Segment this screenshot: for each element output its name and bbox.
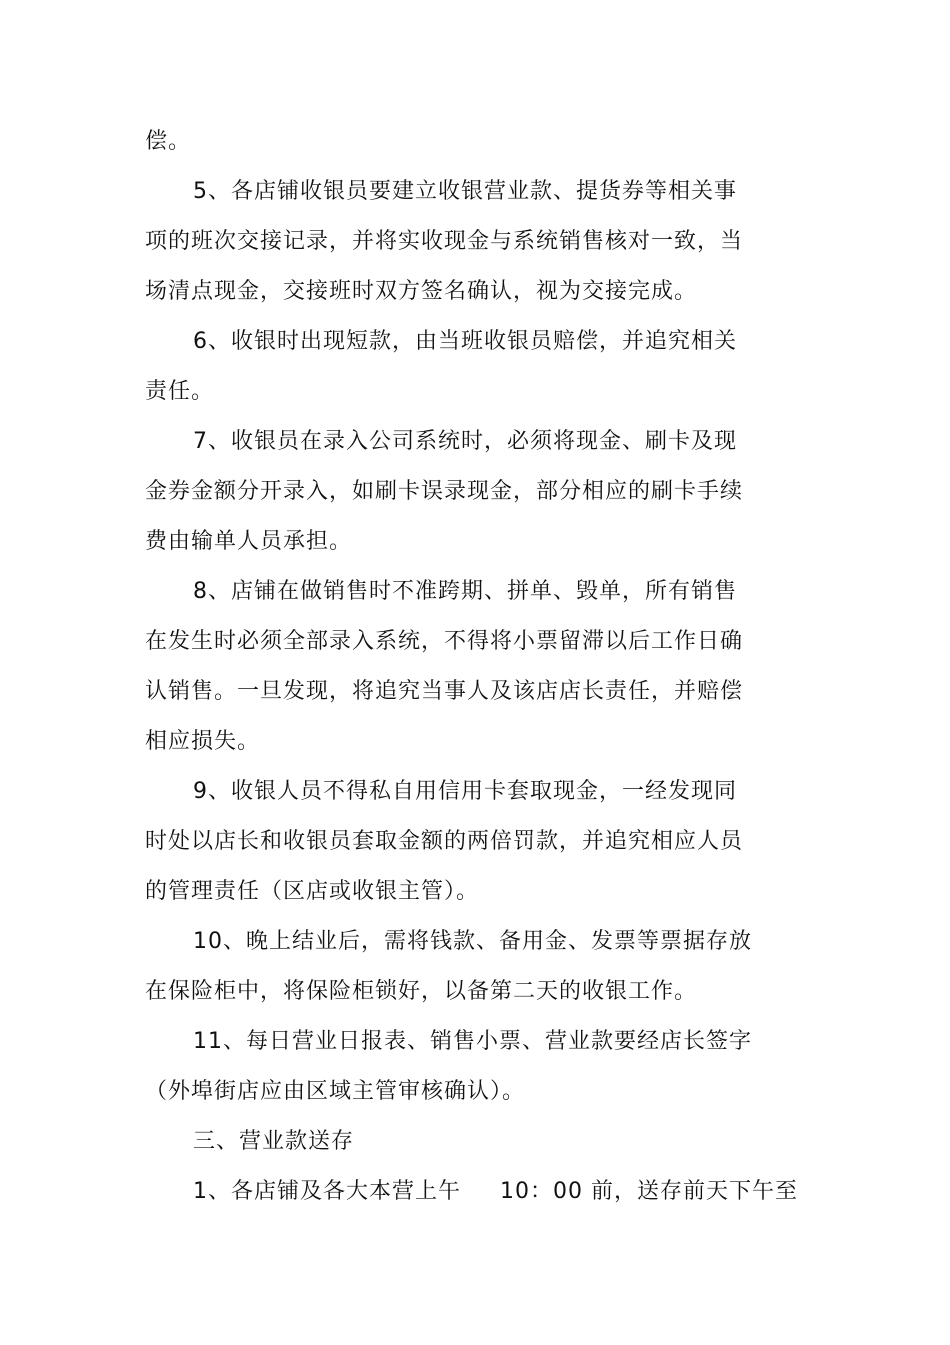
text-line: 责任。 xyxy=(145,379,215,404)
text-line: 相应损失。 xyxy=(145,729,261,754)
text-line: 10、晚上结业后，需将钱款、备用金、发票等票据存放 xyxy=(193,929,752,954)
text-line: 5、各店铺收银员要建立收银营业款、提货券等相关事 xyxy=(193,179,737,204)
text-line: 9、收银人员不得私自用信用卡套取现金，一经发现同 xyxy=(193,779,737,804)
text-line: 金券金额分开录入，如刷卡误录现金，部分相应的刷卡手续 xyxy=(145,479,744,504)
text-line: 6、收银时出现短款，由当班收银员赔偿，并追究相关 xyxy=(193,329,737,354)
text-line: （外埠街店应由区域主管审核确认）。 xyxy=(145,1079,526,1104)
text-line: 8、店铺在做销售时不准跨期、拼单、毁单，所有销售 xyxy=(193,579,737,604)
text-line: 时处以店长和收银员套取金额的两倍罚款，并追究相应人员 xyxy=(145,829,744,854)
text-line: 的管理责任（区店或收银主管）。 xyxy=(145,879,480,904)
text-line: 1、各店铺及各大本营上午 10：00 前，送存前天下午至 xyxy=(193,1179,798,1204)
text-line: 费由输单人员承担。 xyxy=(145,529,353,554)
text-line: 7、收银员在录入公司系统时，必须将现金、刷卡及现 xyxy=(193,429,737,454)
text-line: 认销售。一旦发现，将追究当事人及该店店长责任，并赔偿 xyxy=(145,679,744,704)
text-line: 在发生时必须全部录入系统，不得将小票留滞以后工作日确 xyxy=(145,629,744,654)
text-line: 项的班次交接记录，并将实收现金与系统销售核对一致，当 xyxy=(145,229,744,254)
text-line: 在保险柜中，将保险柜锁好，以备第二天的收银工作。 xyxy=(145,979,698,1004)
text-line: 场清点现金，交接班时双方签名确认，视为交接完成。 xyxy=(145,279,698,304)
text-line: 11、每日营业日报表、销售小票、营业款要经店长签字 xyxy=(193,1029,752,1054)
section-heading: 三、营业款送存 xyxy=(193,1129,355,1154)
text-line: 偿。 xyxy=(145,129,192,154)
